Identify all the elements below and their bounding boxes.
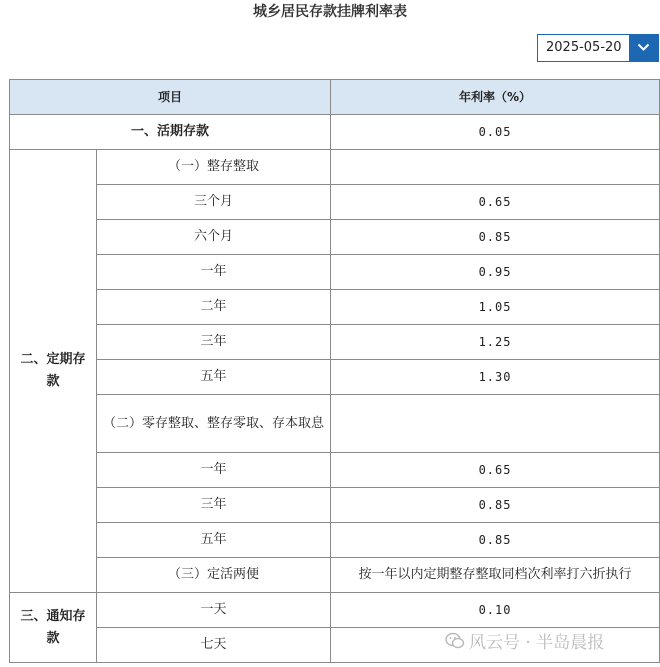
table-row (10, 360, 660, 395)
rate-cell: 0.95 (331, 255, 660, 290)
header-rate: 年利率（%） (331, 80, 660, 115)
term-cell: 六个月 (97, 220, 331, 255)
date-dropdown-button[interactable] (629, 35, 658, 61)
term-cell: 五年 (97, 523, 331, 558)
term-cell: 七天 (97, 628, 331, 663)
table-row (10, 593, 660, 628)
rates-table (9, 79, 660, 663)
table-row (10, 523, 660, 558)
notice-deposit-label: 三、通知存款 (10, 593, 97, 663)
table-row (10, 150, 660, 185)
table-header-row (10, 80, 660, 115)
chevron-down-icon (637, 43, 650, 52)
table-row (10, 558, 660, 593)
demand-deposit-rate: 0.05 (331, 115, 660, 150)
term-cell: 一天 (97, 593, 331, 628)
term-cell: 一年 (97, 255, 331, 290)
rate-cell: 1.30 (331, 360, 660, 395)
wechat-icon (445, 632, 465, 655)
flexible-rate: 按一年以内定期整存整取同档次利率打六折执行 (331, 558, 660, 593)
page-title: 城乡居民存款挂牌利率表 (253, 4, 407, 20)
table-row (10, 395, 660, 453)
date-value: 2025-05-20 (546, 40, 622, 55)
rate-cell: 0.85 (331, 220, 660, 255)
table-row (10, 290, 660, 325)
term-cell: 五年 (97, 360, 331, 395)
rate-cell: 0.65 (331, 185, 660, 220)
term-cell: 三个月 (97, 185, 331, 220)
watermark (445, 628, 655, 658)
rate-cell: 0.10 (331, 593, 660, 628)
table-row (10, 115, 660, 150)
table-row (10, 185, 660, 220)
rate-cell: 0.65 (331, 453, 660, 488)
table-row (10, 453, 660, 488)
term-cell: 二年 (97, 290, 331, 325)
table-row (10, 488, 660, 523)
installment-rate (331, 395, 660, 453)
term-cell: 一年 (97, 453, 331, 488)
table-row (10, 220, 660, 255)
demand-deposit-label: 一、活期存款 (10, 115, 331, 150)
table-row (10, 255, 660, 290)
header-item: 项目 (10, 80, 331, 115)
lump-sum-label: （一）整存整取 (97, 150, 331, 185)
installment-label: （二）零存整取、整存零取、存本取息 (97, 395, 331, 453)
time-deposit-label: 二、定期存款 (10, 150, 97, 593)
rate-cell: 1.05 (331, 290, 660, 325)
rate-cell: 1.25 (331, 325, 660, 360)
term-cell: 三年 (97, 488, 331, 523)
rate-cell: 0.85 (331, 523, 660, 558)
lump-sum-rate (331, 150, 660, 185)
watermark-text: 风云号 · 半岛晨报 (469, 633, 605, 653)
rate-cell: 0.85 (331, 488, 660, 523)
table-row (10, 325, 660, 360)
date-select[interactable] (537, 34, 659, 62)
flexible-label: （三）定活两便 (97, 558, 331, 593)
term-cell: 三年 (97, 325, 331, 360)
